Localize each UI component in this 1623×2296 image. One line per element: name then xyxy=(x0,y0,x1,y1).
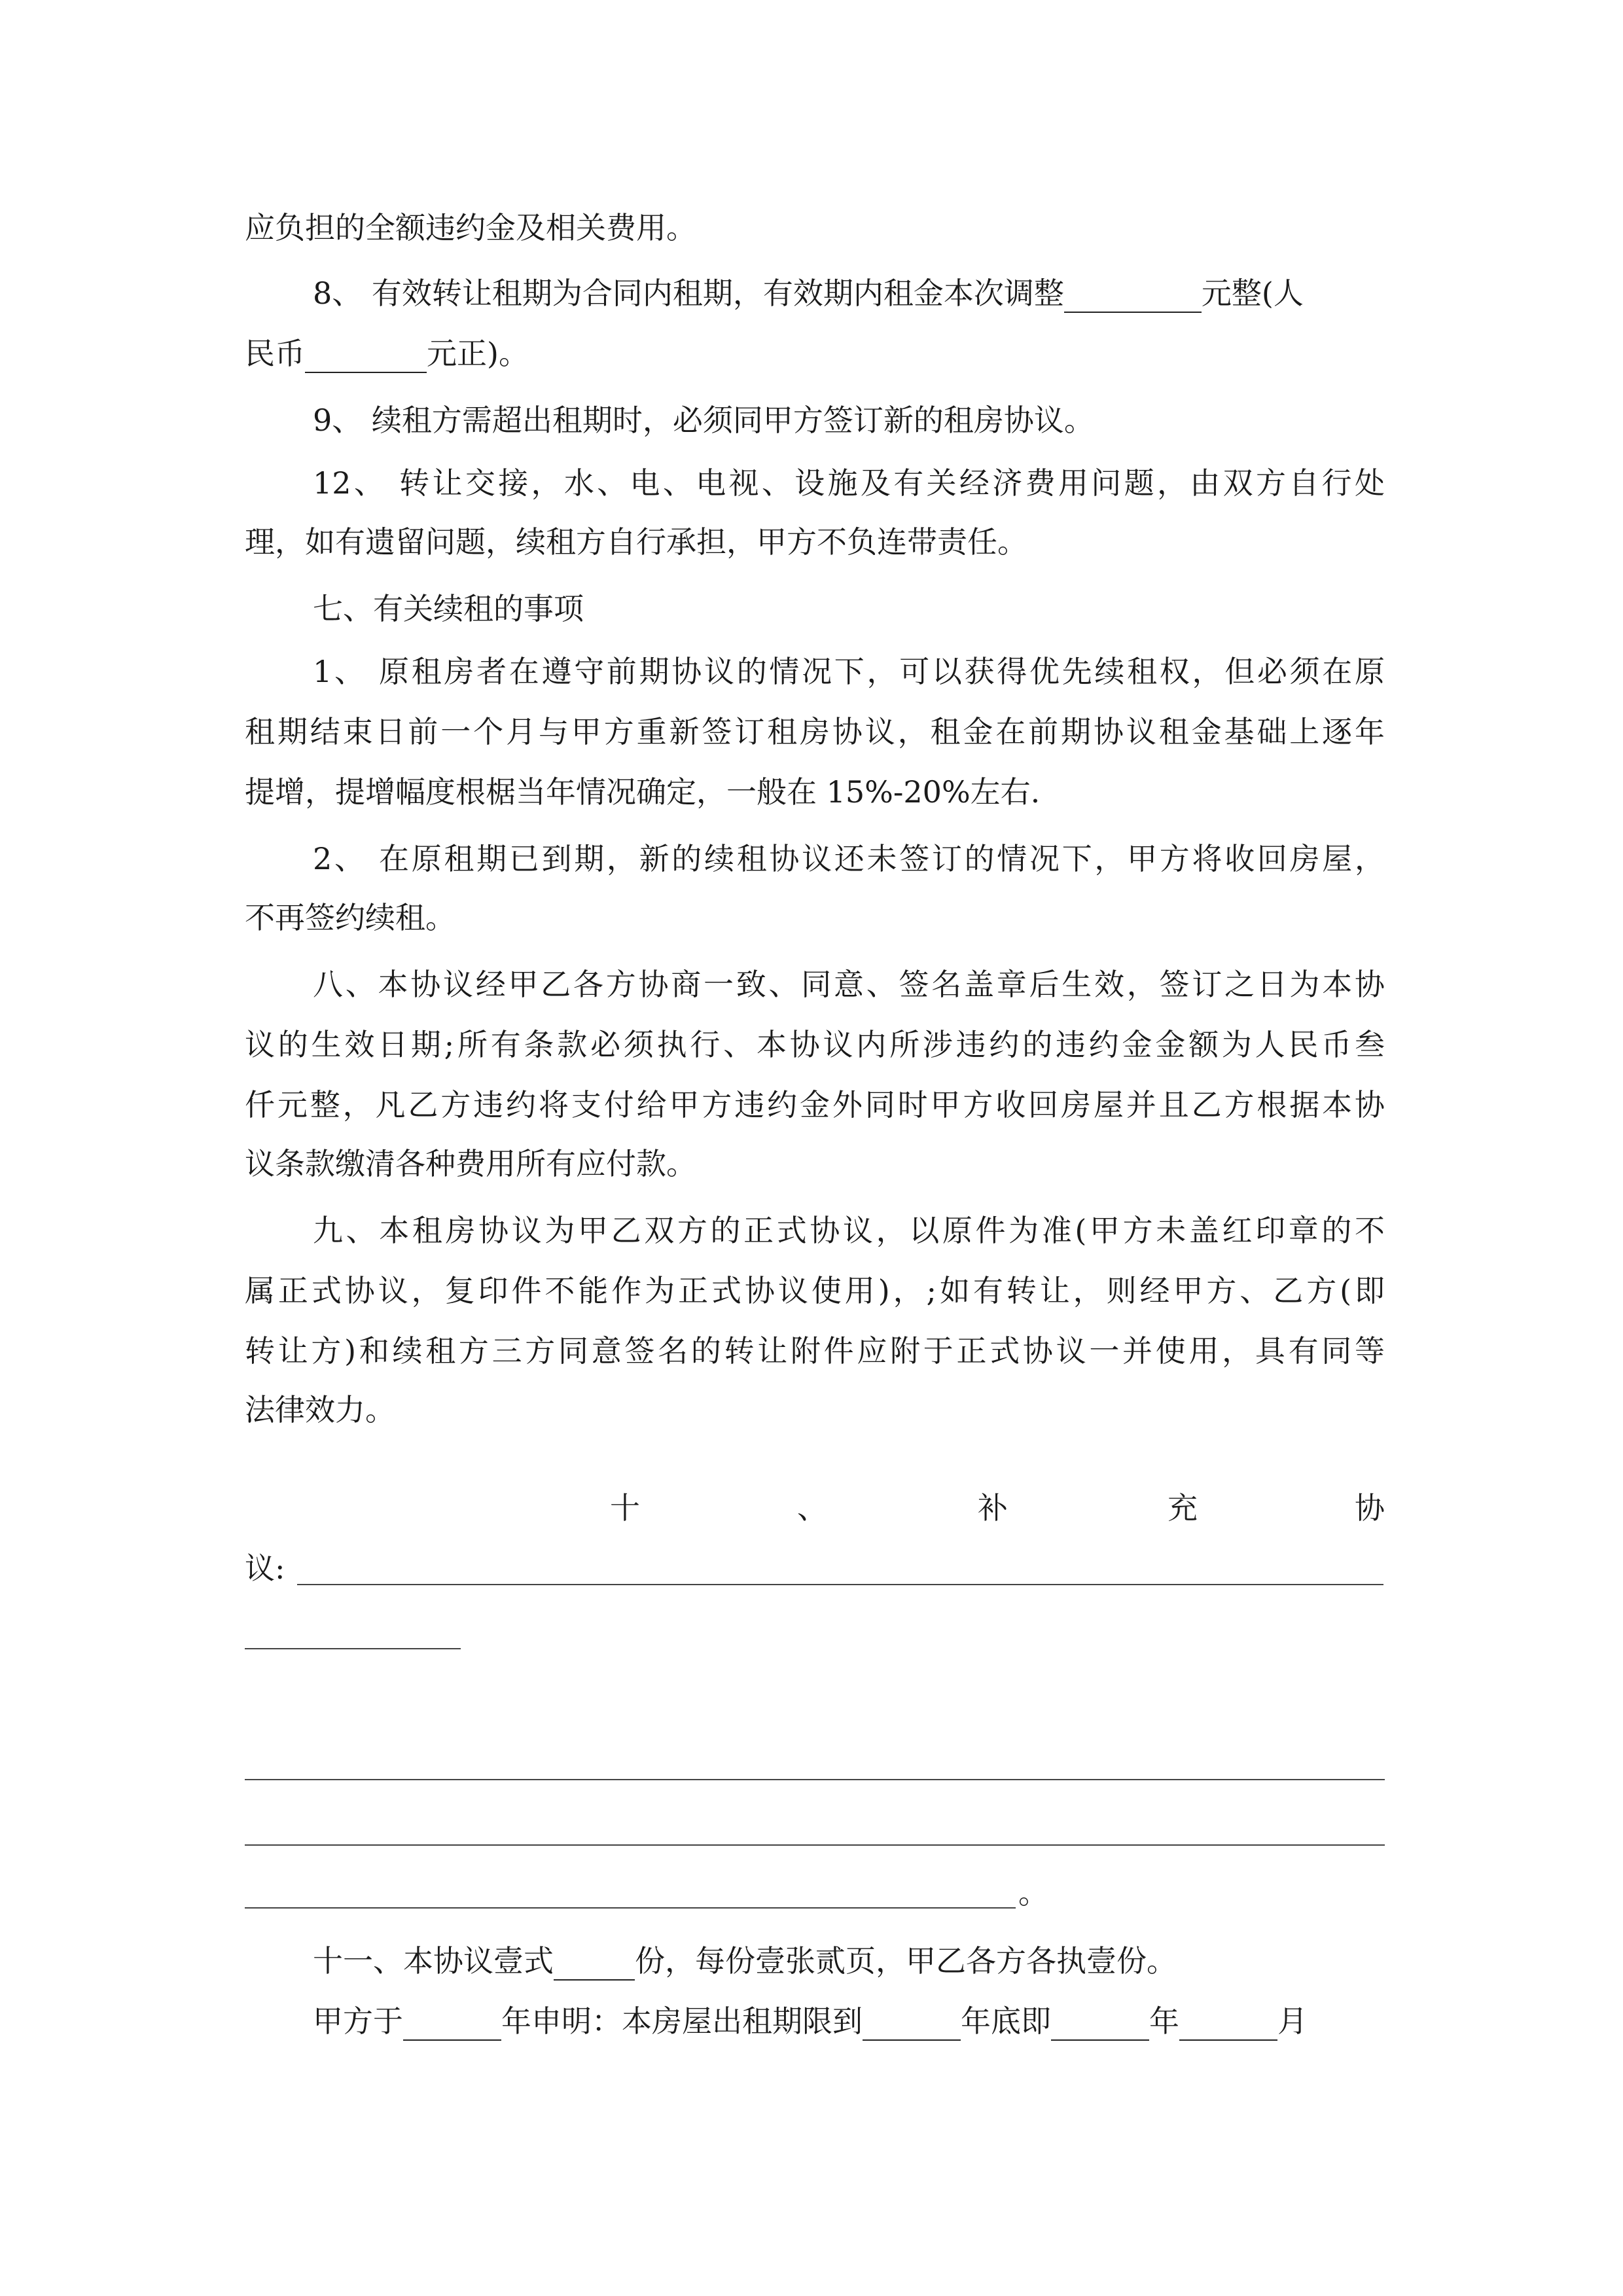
paragraph-line: 应负担的全额违约金及相关费用。 xyxy=(245,210,696,245)
supplement-blank-line xyxy=(245,1844,1385,1846)
year-blank xyxy=(1051,2011,1149,2041)
declaration-text: 年底即 xyxy=(961,2003,1051,2039)
clause-12-continuation: 理，如有遗留问题，续租方自行承担，甲方不负连带责任。 xyxy=(245,524,1027,560)
copies-blank xyxy=(554,1950,635,1981)
section-7-heading: 七、有关续租的事项 xyxy=(313,591,584,626)
section-10-char: 十 xyxy=(610,1490,640,1526)
year-blank xyxy=(403,2011,501,2041)
supplement-blank-line xyxy=(245,1907,1016,1909)
section-11-text-end: 份，每份壹张贰页，甲乙各方各执壹份。 xyxy=(635,1943,1177,1979)
section-9-line: 九、本租房协议为甲乙双方的正式协议，以原件为准(甲方未盖红印章的不 xyxy=(313,1213,1385,1248)
currency-unit: 元正)。 xyxy=(427,336,529,371)
section-9-line: 属正式协议，复印件不能作为正式协议使用)，;如有转让，则经甲方、乙方(即 xyxy=(245,1273,1385,1308)
supplement-end-mark: 。 xyxy=(1018,1875,1048,1910)
supplement-label: 议: xyxy=(245,1551,285,1586)
section-8-line: 议的生效日期;所有条款必须执行、本协议内所涉违约的违约金金额为人民币叁 xyxy=(245,1027,1385,1062)
section-10-char: 协 xyxy=(1355,1490,1385,1526)
clause-8-text: 8、 有效转让租期为合同内租期，有效期内租金本次调整 xyxy=(313,276,1064,311)
section-11-text: 十一、本协议壹式 xyxy=(313,1943,554,1979)
declaration-text: 月 xyxy=(1277,2003,1308,2039)
section-9-line: 转让方)和续租方三方同意签名的转让附件应附于正式协议一并使用，具有同等 xyxy=(245,1333,1385,1369)
section-11-line xyxy=(313,1941,1385,1981)
declaration-line xyxy=(313,2001,1385,2041)
declaration-text: 年申明：本房屋出租期限到 xyxy=(501,2003,863,2039)
rmb-amount-blank xyxy=(305,343,427,373)
year-blank xyxy=(863,2011,961,2041)
section-8-line: 八、本协议经甲乙各方协商一致、同意、签名盖章后生效，签订之日为本协 xyxy=(313,967,1385,1002)
clause-8-unit: 元整(人 xyxy=(1201,276,1304,311)
renewal-clause-2-line: 2、 在原租期已到期，新的续租协议还未签订的情况下，甲方将收回房屋， xyxy=(313,841,1385,876)
renewal-clause-2-line: 不再签约续租。 xyxy=(245,900,455,935)
month-blank xyxy=(1179,2011,1277,2041)
declaration-text: 年 xyxy=(1149,2003,1179,2039)
currency-label: 民币 xyxy=(245,336,305,371)
section-10-char: 、 xyxy=(797,1490,827,1526)
rent-adjust-blank xyxy=(1064,283,1202,313)
section-8-line: 议条款缴清各种费用所有应付款。 xyxy=(245,1146,696,1181)
section-10-char: 补 xyxy=(978,1490,1008,1526)
supplement-blank-line xyxy=(245,1648,461,1649)
section-10-char: 充 xyxy=(1168,1490,1198,1526)
supplement-blank-line xyxy=(297,1584,1383,1585)
section-9-line: 法律效力。 xyxy=(245,1392,395,1427)
section-8-line: 仟元整，凡乙方违约将支付给甲方违约金外同时甲方收回房屋并且乙方根据本协 xyxy=(245,1087,1385,1122)
renewal-clause-1-line: 1、 原租房者在遵守前期协议的情况下，可以获得优先续租权，但必须在原 xyxy=(313,654,1385,689)
clause-8-line xyxy=(313,274,1385,313)
clause-12-line: 12、 转让交接，水、电、电视、设施及有关经济费用问题，由双方自行处 xyxy=(313,465,1385,501)
declaration-text: 甲方于 xyxy=(313,2003,403,2039)
clause-9-line: 9、 续租方需超出租期时，必须同甲方签订新的租房协议。 xyxy=(313,403,1094,438)
clause-8-continuation xyxy=(245,334,1385,373)
supplement-blank-line xyxy=(245,1779,1385,1780)
renewal-clause-1-line: 提增，提增幅度根椐当年情况确定，一般在 15%-20%左右. xyxy=(245,774,1041,810)
renewal-clause-1-line: 租期结束日前一个月与甲方重新签订租房协议，租金在前期协议租金基础上逐年 xyxy=(245,714,1385,749)
